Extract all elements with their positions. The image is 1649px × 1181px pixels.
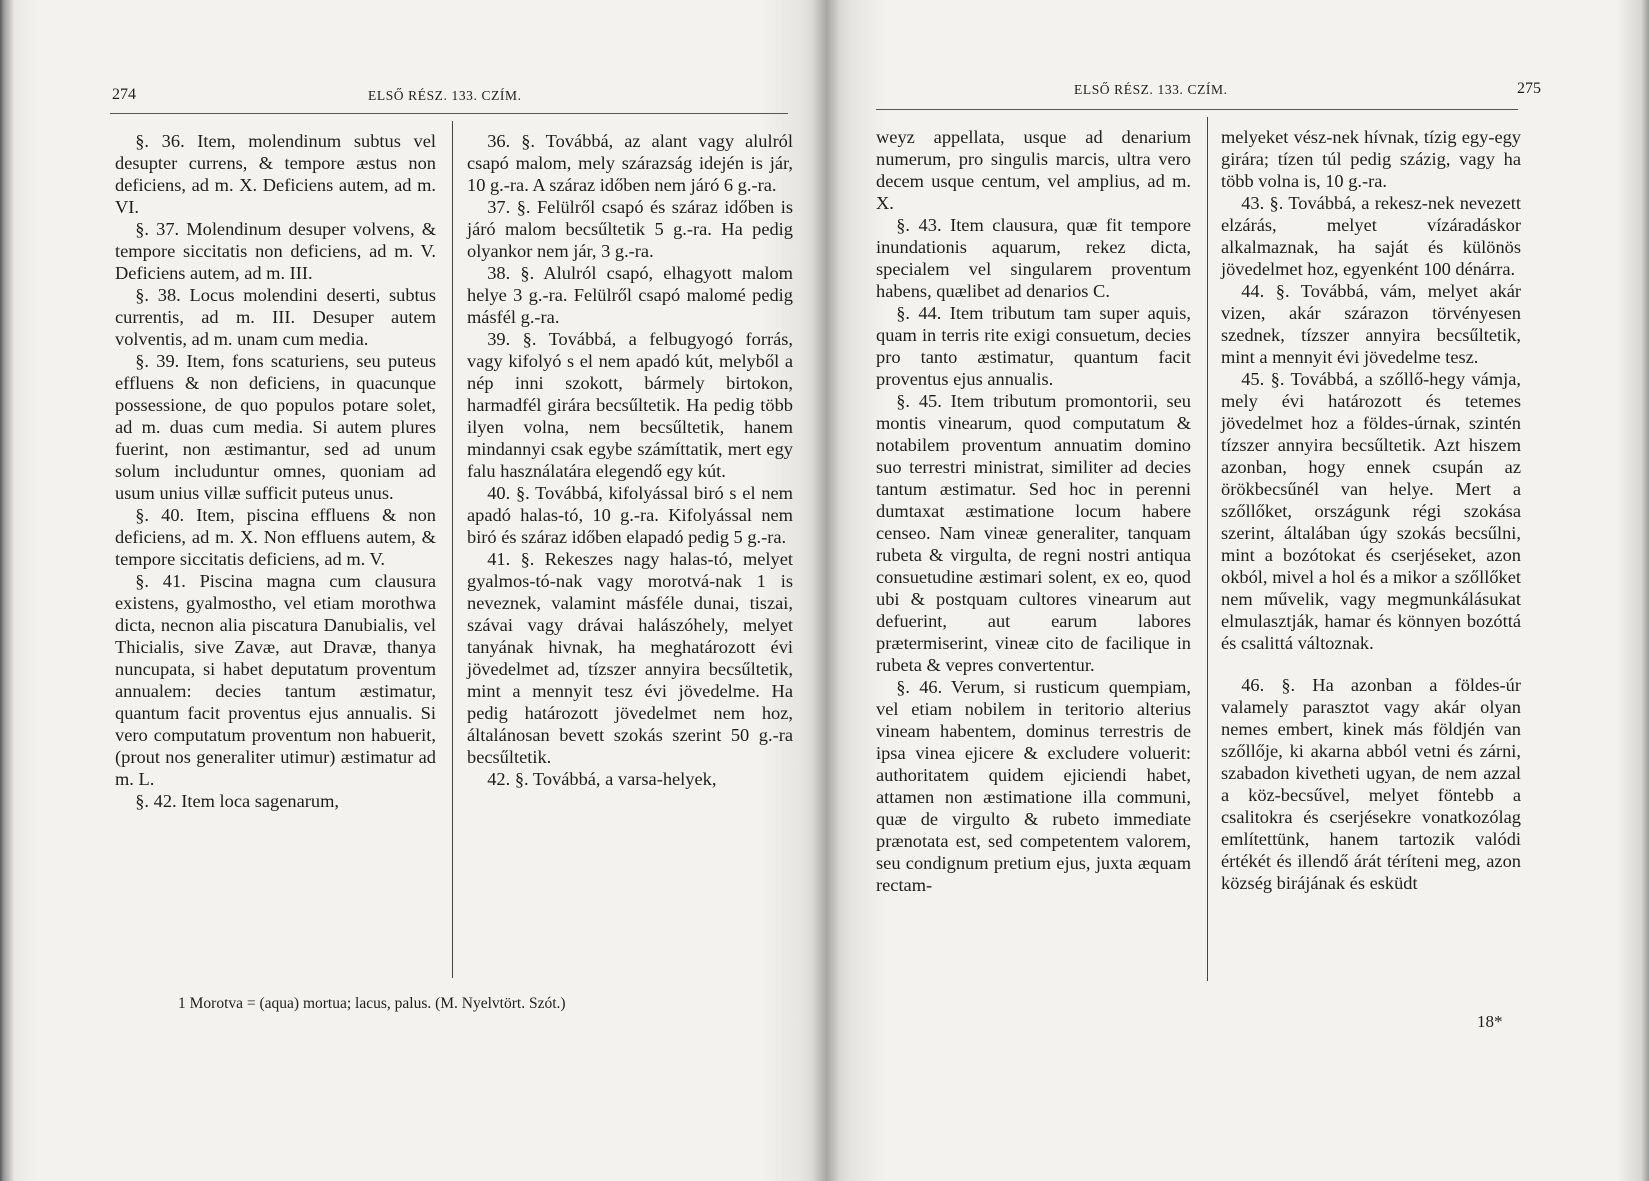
paragraph: 42. §. Továbbá, a varsa-helyek, (487, 769, 717, 789)
paragraph: §. 37. Molendinum desuper volvens, & tempore siccitatis non deficiens, ad m. V. Deficiens autem, ad m. III. (115, 219, 436, 283)
paragraph: 43. §. Továbbá, a rekesz-nek nevezett elzárás, melyet vízáradáskor alkalmaznak, ha saját és különös jövedelmet hoz, egyenként 100 dénárra. (1221, 193, 1521, 279)
paragraph: 41. §. Rekeszes nagy halas-tó, melyet gyalmos-tó-nak vagy morotvá-nak 1 is neveznek, valamint másféle dunai, tiszai, szávai vagy drávai halászóhely, melyet tanyának hivnak, ha meghatározott évi jövedelmet ad, tízszer annyira becsűltetik, mint a mennyit tesz évi jövedelme. Ha pedig határozott jövedelmet nem hoz, általánosan bevett szokás szerint 50 g.-ra becsűltetik. (467, 549, 793, 767)
paragraph: 39. §. Továbbá, a felbugyogó forrás, vagy kifolyó s el nem apadó kút, melyből a nép inni szokott, bármely birtokon, harmadfél girára becsűltetik. Ha pedig több ilyen volna, nem becsűltetik, hanem mindannyi csak egybe számíttatik, mert egy falu használatára elegendő egy kút. (467, 329, 793, 481)
paragraph: §. 44. Item tributum tam super aquis, quam in terris rite exigi consuetum, decies pro tanto æstimatur, quantum facit proventus ejus annualis. (876, 303, 1191, 389)
paragraph: §. 45. Item tributum promontorii, seu montis vinearum, quod computatum & notabilem proventum annuatim domino suo terrestri ministrat, similiter ad decies tantum æstimatur. Sed hoc in perenni dumtaxat æstimatione locum habere censeo. Nam vineæ generaliter, tanquam rubeta & virgulta, de regni nostri antiqua consuetudine æstimari solent, ex eo, quod ubi & postquam cultores vinearum aut defuerint, aut earum labores prætermiserint, vineæ cito de facilique in rubeta & vepres convertentur. (876, 391, 1191, 675)
page-number-right: 275 (1517, 80, 1541, 97)
running-head-right: ELSŐ RÉSZ. 133. CZÍM. (1074, 82, 1228, 97)
footnote: 1 Morotva = (aqua) mortua; lacus, palus. (M. Nyelvtört. Szót.) (178, 995, 566, 1012)
book-gutter-shadow (812, 0, 840, 1181)
paragraph: §. 40. Item, piscina effluens & non deficiens, ad m. X. Non effluens autem, & tempore siccitatis deficiens, ad m. V. (115, 505, 436, 569)
paragraph: §. 36. Item, molendinum subtus vel desupter currens, & tempore æstus non deficiens, ad m. X. Deficiens autem, ad m. VI. (115, 131, 436, 217)
latin-column-left (115, 130, 436, 812)
paragraph: 46. §. Ha azonban a földes-úr valamely parasztot vagy akár olyan nemes embert, kinek más földjén van szőllője, ki akarna abból vetni és zárni, szabadon kivetheti ugyan, de nem azzal a köz-becsűvel, melyet föntebb a csalitokra és cserjésekre vonatkozólag említettünk, hanem tartozik valódi értékét és illendő árát téríteni meg, azon község birájának és esküdt (1221, 675, 1521, 893)
signature-mark: 18* (1477, 1012, 1503, 1031)
paragraph: 37. §. Felülről csapó és száraz időben is járó malom becsűltetik 5 g.-ra. Ha pedig olyankor nem jár, 3 g.-ra. (467, 197, 793, 261)
paragraph: §. 42. Item loca sagenarum, (135, 791, 339, 811)
column-divider-right (1207, 117, 1208, 981)
header-rule-left (110, 113, 788, 114)
paragraph: melyeket vész-nek hívnak, tízig egy-egy girára; tízen túl pedig százig, vagy ha több volna is, 10 g.-ra. (1221, 127, 1521, 191)
latin-column-right (876, 126, 1191, 896)
right-page (826, 0, 1649, 1181)
hungarian-column-left (467, 130, 793, 790)
hungarian-column-right (1221, 126, 1521, 894)
paragraph: §. 41. Piscina magna cum clausura existens, gyalmostho, vel etiam morothwa dicta, necnon alia piscatura Danubialis, vel Thicialis, sive Zavæ, aut Dravæ, thanya nuncupata, si habet deputatum proventum annualem: decies tantum æstimatur, quantum facit proventus ejus annualis. Si vero computatum proventum non habuerit, (prout nos generaliter utimur) æstimatur ad m. L. (115, 571, 436, 789)
paragraph: 38. §. Alulról csapó, elhagyott malom helye 3 g.-ra. Felülről csapó malomé pedig másfél g.-ra. (467, 263, 793, 327)
paragraph: 45. §. Továbbá, a szőllő-hegy vámja, mely évi határozott és tetemes jövedelmet hoz a földes-úrnak, szintén tízszer annyira becsűltetik. Azt hiszem azonban, hogy ennek csupán az örökbecsűnél van helye. Mert a szőllőket, országunk régi szokása szerint, általában úgy szokás becsűlni, mint a bozótokat és cserjéseket, azon okból, mivel a hol és a mikor a szőllőket nem művelik, vagy megmunkálásukat elmulasztják, hamar és könnyen bozóttá és csalittá változnak. (1221, 369, 1521, 653)
paragraph: §. 46. Verum, si rusticum quempiam, vel etiam nobilem in teritorio alterius vineam habentem, dominus terrestris de ipsa vinea ejicere & excludere voluerit: authoritatem quidem ejiciendi habet, attamen non æstimatione illa communi, quæ de virgulto & rubeto immediate prænotata est, sed competentem valorem, seu condignum pretium ejus, juxta æquam rectam- (876, 677, 1191, 895)
paragraph: §. 43. Item clausura, quæ fit tempore inundationis aquarum, rekez dicta, specialem vel singularem proventum habens, quælibet ad denarios C. (876, 215, 1191, 301)
paragraph: 44. §. Továbbá, vám, melyet akár vizen, akár szárazon törvényesen szednek, tízszer annyira becsűltetik, mint a mennyit évi jövedelme tesz. (1221, 281, 1521, 367)
paragraph: §. 39. Item, fons scaturiens, seu puteus effluens & non deficiens, in quacunque possessione, de quo populos potare solet, ad m. duas cum media. Si autem plures fuerint, non æstimantur, sed ad unum solum includuntur omnes, quoniam ad usum unius villæ sufficit puteus unus. (115, 351, 436, 503)
paragraph: 40. §. Továbbá, kifolyással biró s el nem apadó halas-tó, 10 g.-ra. Kifolyással nem biró és száraz időben elapadó pedig 5 g.-ra. (467, 483, 793, 547)
paragraph: §. 38. Locus molendini deserti, subtus currentis, ad m. III. Desuper autem volventis, ad m. unam cum media. (115, 285, 436, 349)
paragraph: weyz appellata, usque ad denarium numerum, pro singulis marcis, ultra vero decem usque centum, vel amplius, ad m. X. (876, 127, 1191, 213)
page-number-left: 274 (112, 86, 136, 103)
header-rule-right (876, 109, 1518, 110)
running-head-left: ELSŐ RÉSZ. 133. CZÍM. (368, 88, 522, 103)
column-divider-left (452, 121, 453, 978)
paragraph: 36. §. Továbbá, az alant vagy alulról csapó malom, mely szárazság idején is jár, 10 g.-ra. A száraz időben nem járó 6 g.-ra. (467, 131, 793, 195)
